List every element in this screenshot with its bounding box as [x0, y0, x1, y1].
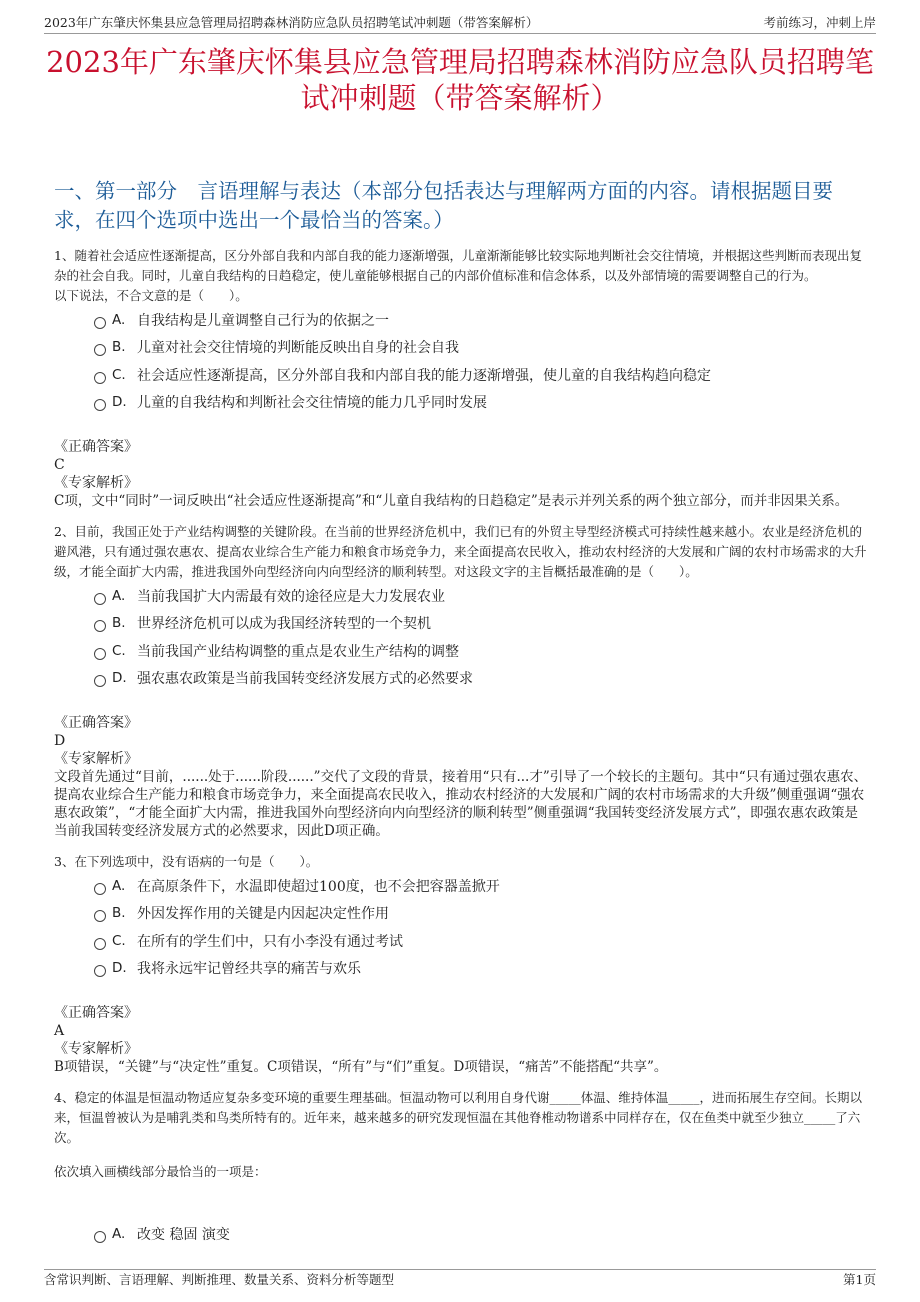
question-stem: 3、在下列选项中，没有语病的一句是（ ）。 — [54, 854, 319, 869]
option-letter: D. — [112, 960, 127, 977]
question-1 — [54, 246, 868, 510]
option-b[interactable] — [94, 900, 868, 928]
option-text: 强农惠农政策是当前我国转变经济发展方式的必然要求 — [137, 671, 473, 688]
answer-label: 《正确答案》 — [54, 715, 138, 731]
explanation-text: 文段首先通过“目前，......处于......阶段......”交代了文段的背景，接着用“只有...才”引导了一个较长的主题句。其中“只有通过强农惠农、提高农业综合生产能力和粮食市场竞争力，来全面提高农民收入，推动农村经济的大发展和广阔的农村市场需求的大升级”侧重强调“强农惠农政策”，“才能全面扩大内需，推进我国外向型经济向内向型经济的顺利转型”侧重强调“我国转变经济发展方式”，即强农惠农政策是当前我国转变经济发展方式的必然要求，因此D项正确。 — [54, 769, 868, 839]
question-stem: 2、目前，我国正处于产业结构调整的关键阶段。在当前的世界经济危机中，我们已有的外贸主导型经济模式可持续性越来越小。农业是经济危机的避风港，只有通过强农惠农、提高农业综合生产能力和粮食市场竞争力，来全面提高农民收入，推动农村经济的大发展和广阔的农村市场需求的大升级，才能全面扩大内需，推进我国外向型经济向内向型经济的顺利转型。对这段文字的主旨概括最准确的是（ ）。 — [54, 524, 867, 579]
option-a[interactable] — [94, 582, 868, 610]
option-b[interactable] — [94, 610, 868, 638]
radio-icon[interactable] — [94, 965, 106, 977]
option-text: 儿童的自我结构和判断社会交往情境的能力几乎同时发展 — [137, 395, 487, 412]
option-text: 儿童对社会交往情境的判断能反映出自身的社会自我 — [137, 340, 459, 357]
option-text: 自我结构是儿童调整自己行为的依据之一 — [137, 312, 389, 329]
answer-value: D — [54, 733, 66, 749]
answer-label: 《正确答案》 — [54, 1005, 138, 1021]
radio-icon[interactable] — [94, 399, 106, 411]
option-letter: A. — [112, 1225, 126, 1242]
option-letter: B. — [112, 339, 126, 356]
option-d[interactable] — [94, 389, 868, 417]
section-heading: 一、第一部分 言语理解与表达（本部分包括表达与理解两方面的内容。请根据题目要求，在四个选项中选出一个最恰当的答案。） — [54, 179, 833, 232]
option-list — [54, 582, 868, 692]
radio-icon[interactable] — [94, 1231, 106, 1243]
option-text: 外因发挥作用的关键是内因起决定性作用 — [137, 906, 389, 923]
answer-value: C — [54, 457, 65, 473]
option-letter: C. — [112, 932, 126, 949]
option-a[interactable] — [94, 1220, 868, 1248]
question-4 — [54, 1088, 868, 1248]
option-text: 在高原条件下，水温即使超过100度，也不会把容器盖掀开 — [137, 878, 500, 895]
option-c[interactable] — [94, 637, 868, 665]
option-letter: C. — [112, 366, 126, 383]
option-letter: D. — [112, 670, 127, 687]
option-letter: A. — [112, 311, 126, 328]
explanation-label: 《专家解析》 — [54, 751, 138, 767]
page-footer — [44, 1269, 876, 1288]
radio-icon[interactable] — [94, 938, 106, 950]
explanation-text: B项错误，“关键”与“决定性”重复。C项错误，“所有”与“们”重复。D项错误，“痛苦”不能搭配“共享”。 — [54, 1059, 668, 1075]
option-text: 在所有的学生们中，只有小李没有通过考试 — [137, 933, 403, 950]
header-right: 考前练习，冲刺上岸 — [763, 15, 876, 30]
option-b[interactable] — [94, 334, 868, 362]
option-text: 我将永远牢记曾经共享的痛苦与欢乐 — [137, 961, 361, 978]
question-list — [54, 246, 868, 1248]
explanation-label: 《专家解析》 — [54, 1041, 138, 1057]
option-list — [54, 1220, 868, 1248]
radio-icon[interactable] — [94, 317, 106, 329]
option-letter: B. — [112, 615, 126, 632]
option-letter: B. — [112, 905, 126, 922]
answer-value: A — [54, 1023, 65, 1039]
page-number: 第1页 — [843, 1272, 876, 1287]
answer-label: 《正确答案》 — [54, 439, 138, 455]
option-text: 世界经济危机可以成为我国经济转型的一个契机 — [137, 616, 431, 633]
radio-icon[interactable] — [94, 883, 106, 895]
option-a[interactable] — [94, 306, 868, 334]
option-letter: A. — [112, 587, 126, 604]
radio-icon[interactable] — [94, 910, 106, 922]
radio-icon[interactable] — [94, 620, 106, 632]
option-text: 社会适应性逐渐提高，区分外部自我和内部自我的能力逐渐增强，使儿童的自我结构趋向稳定 — [137, 367, 711, 384]
radio-icon[interactable] — [94, 344, 106, 356]
option-text: 改变 稳固 演变 — [137, 1226, 230, 1243]
explanation-label: 《专家解析》 — [54, 475, 138, 491]
option-d[interactable] — [94, 665, 868, 693]
option-text: 当前我国产业结构调整的重点是农业生产结构的调整 — [137, 643, 459, 660]
option-c[interactable] — [94, 927, 868, 955]
question-stem: 1、随着社会适应性逐渐提高，区分外部自我和内部自我的能力逐渐增强，儿童渐渐能够比较实际地判断社会交往情境，并根据这些判断而表现出复杂的社会自我。同时，儿童自我结构的日趋稳定，使儿童能够根据自己的内部价值标准和信念体系，以及外部情境的需要调整自己的行为。 — [54, 248, 862, 283]
option-list — [54, 872, 868, 982]
radio-icon[interactable] — [94, 648, 106, 660]
question-2 — [54, 522, 868, 840]
option-letter: C. — [112, 642, 126, 659]
page-header — [44, 11, 876, 34]
footer-left: 含常识判断、言语理解、判断推理、数量关系、资料分析等题型 — [44, 1272, 395, 1287]
question-prompt: 以下说法，不合文意的是（ ）。 — [54, 288, 248, 303]
option-text: 当前我国扩大内需最有效的途径应是大力发展农业 — [137, 588, 445, 605]
document-title: 2023年广东肇庆怀集县应急管理局招聘森林消防应急队员招聘笔试冲刺题（带答案解析） — [46, 45, 874, 115]
option-c[interactable] — [94, 361, 868, 389]
radio-icon[interactable] — [94, 593, 106, 605]
option-letter: D. — [112, 394, 127, 411]
explanation-text: C项，文中“同时”一词反映出“社会适应性逐渐提高”和“儿童自我结构的日趋稳定”是表示并列关系的两个独立部分，而并非因果关系。 — [54, 493, 849, 509]
option-a[interactable] — [94, 872, 868, 900]
option-list — [54, 306, 868, 416]
option-letter: A. — [112, 877, 126, 894]
question-prompt: 依次填入画横线部分最恰当的一项是： — [54, 1164, 267, 1179]
radio-icon[interactable] — [94, 675, 106, 687]
option-d[interactable] — [94, 955, 868, 983]
radio-icon[interactable] — [94, 372, 106, 384]
question-stem: 4、稳定的体温是恒温动物适应复杂多变环境的重要生理基础。恒温动物可以利用自身代谢_____体温、维持体温_____，进而拓展生存空间。长期以来，恒温曾被认为是哺乳类和鸟类所特有的。近年来，越来越多的研究发现恒温在其他脊椎动物谱系中同样存在，仅在鱼类中就至少独立_____了六次。 — [54, 1090, 862, 1145]
header-left: 2023年广东肇庆怀集县应急管理局招聘森林消防应急队员招聘笔试冲刺题（带答案解析） — [44, 15, 539, 30]
question-3 — [54, 852, 868, 1076]
